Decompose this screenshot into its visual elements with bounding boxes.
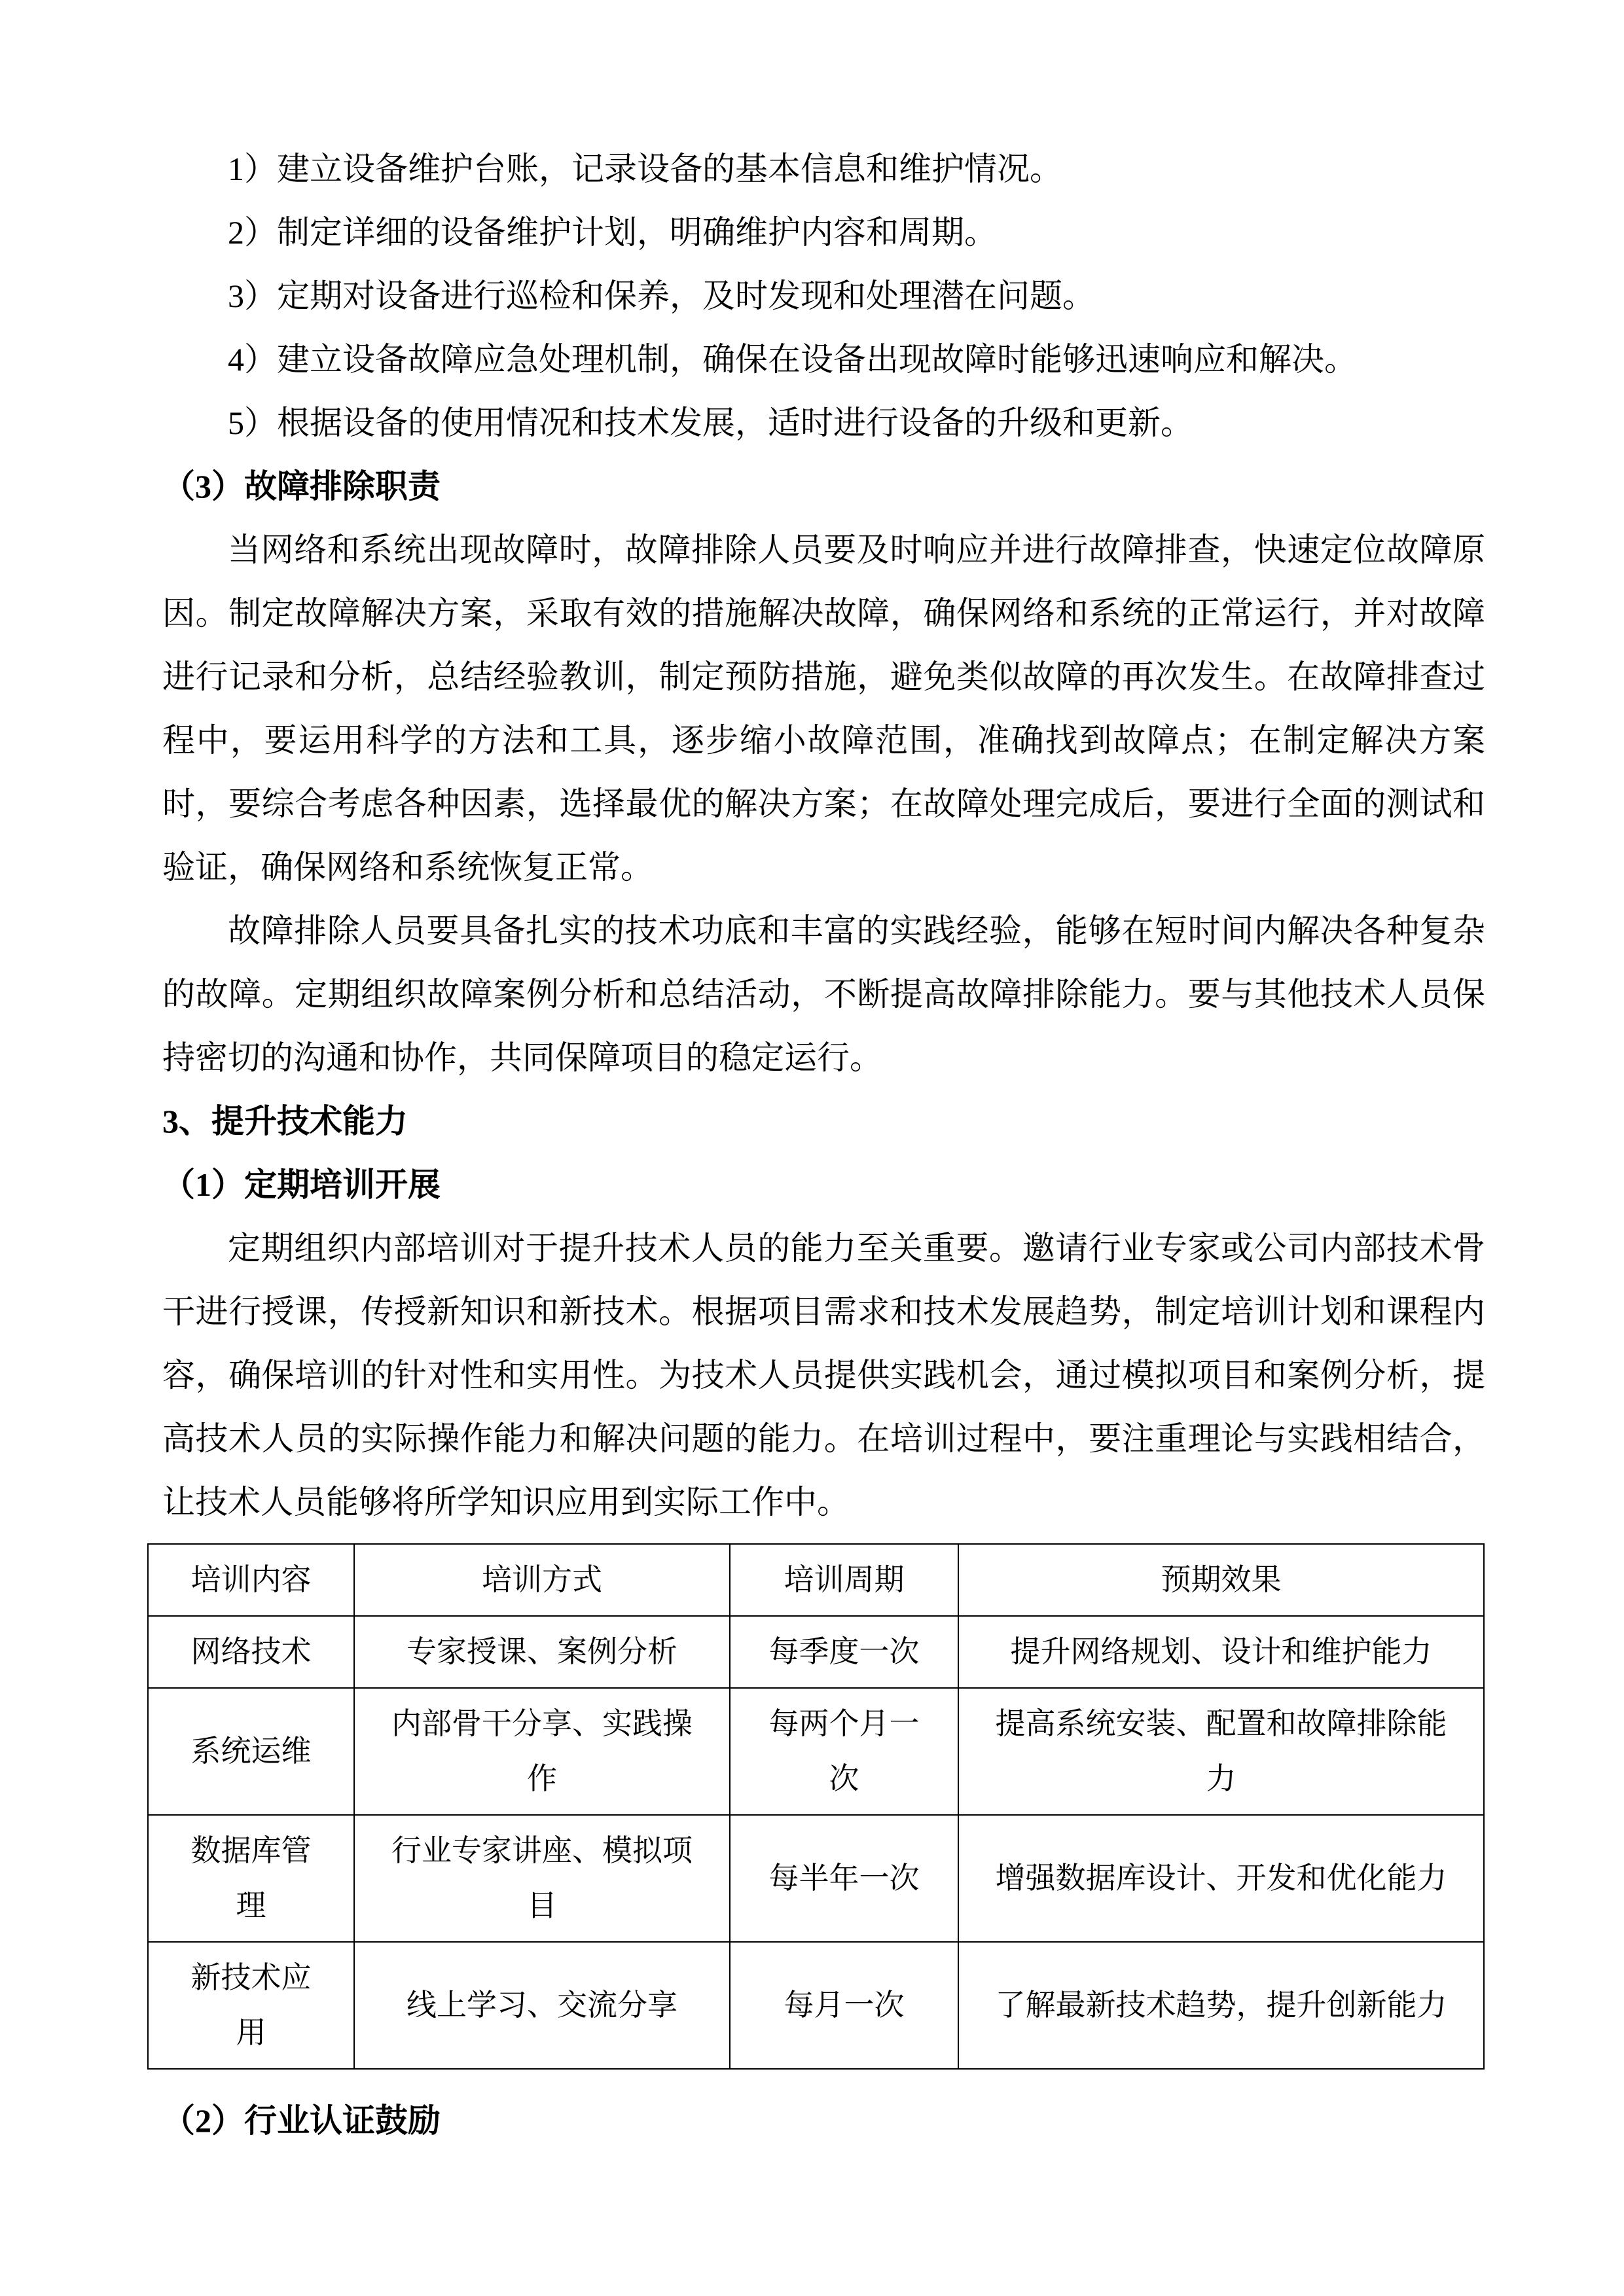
table-row — [148, 1616, 1484, 1688]
table-cell: 每季度一次 — [730, 1616, 958, 1688]
section-heading-tech-improve: 3、提升技术能力 — [162, 1103, 408, 1139]
table-cell: 专家授课、案例分析 — [354, 1616, 730, 1688]
paragraph-fault-duties-2: 故障排除人员要具备扎实的技术功底和丰富的实践经验，能够在短时间内解决各种复杂的故障。定期组织故障案例分析和总结活动，不断提高故障排除能力。要与其他技术人员保持密切的沟通和协作，共同保障项目的稳定运行。 — [162, 912, 1485, 1076]
training-table — [147, 1543, 1485, 2070]
table-row — [148, 1688, 1484, 1815]
table-cell: 新技术应用 — [148, 1942, 354, 2069]
paragraph-fault-duties-1: 当网络和系统出现故障时，故障排除人员要及时响应并进行故障排查，快速定位故障原因。制定故障解决方案，采取有效的措施解决故障，确保网络和系统的正常运行，并对故障进行记录和分析，总结经验教训，制定预防措施，避免类似故障的再次发生。在故障排查过程中，要运用科学的方法和工具，逐步缩小故障范围，准确找到故障点；在制定解决方案时，要综合考虑各种因素，选择最优的解决方案；在故障处理完成后，要进行全面的测试和验证，确保网络和系统恢复正常。 — [162, 531, 1485, 886]
table-cell: 数据库管理 — [148, 1815, 354, 1942]
list-item: 3）定期对设备进行巡检和保养，及时发现和处理潜在问题。 — [228, 278, 1095, 314]
table-header-row — [148, 1544, 1484, 1616]
table-cell: 每两个月一次 — [730, 1688, 958, 1815]
table-header-cell: 培训内容 — [148, 1544, 354, 1616]
table-row — [148, 1815, 1484, 1942]
subsection-heading-certification: （2）行业认证鼓励 — [162, 2102, 441, 2139]
list-item: 2）制定详细的设备维护计划，明确维护内容和周期。 — [228, 214, 997, 251]
list-item: 1）建立设备维护台账，记录设备的基本信息和维护情况。 — [228, 151, 1062, 187]
table-cell: 提升网络规划、设计和维护能力 — [958, 1616, 1484, 1688]
table-cell: 内部骨干分享、实践操作 — [354, 1688, 730, 1815]
table-header-cell: 培训方式 — [354, 1544, 730, 1616]
list-item: 4）建立设备故障应急处理机制，确保在设备出现故障时能够迅速响应和解决。 — [228, 341, 1357, 378]
table-cell: 系统运维 — [148, 1688, 354, 1815]
table-row — [148, 1942, 1484, 2069]
list-item: 5）根据设备的使用情况和技术发展，适时进行设备的升级和更新。 — [228, 404, 1193, 441]
table-cell: 每月一次 — [730, 1942, 958, 2069]
table-cell: 每半年一次 — [730, 1815, 958, 1942]
table-cell: 了解最新技术趋势，提升创新能力 — [958, 1942, 1484, 2069]
section-heading-fault-removal: （3）故障排除职责 — [162, 468, 441, 505]
table-cell: 线上学习、交流分享 — [354, 1942, 730, 2069]
subsection-heading-training: （1）定期培训开展 — [162, 1166, 441, 1203]
table-cell: 网络技术 — [148, 1616, 354, 1688]
table-header-cell: 培训周期 — [730, 1544, 958, 1616]
table-cell: 行业专家讲座、模拟项目 — [354, 1815, 730, 1942]
table-cell: 提高系统安装、配置和故障排除能力 — [958, 1688, 1484, 1815]
table-cell: 增强数据库设计、开发和优化能力 — [958, 1815, 1484, 1942]
paragraph-training: 定期组织内部培训对于提升技术人员的能力至关重要。邀请行业专家或公司内部技术骨干进行授课，传授新知识和新技术。根据项目需求和技术发展趋势，制定培训计划和课程内容，确保培训的针对性和实用性。为技术人员提供实践机会，通过模拟项目和案例分析，提高技术人员的实际操作能力和解决问题的能力。在培训过程中，要注重理论与实践相结合，让技术人员能够将所学知识应用到实际工作中。 — [162, 1230, 1485, 1520]
table-header-cell: 预期效果 — [958, 1544, 1484, 1616]
